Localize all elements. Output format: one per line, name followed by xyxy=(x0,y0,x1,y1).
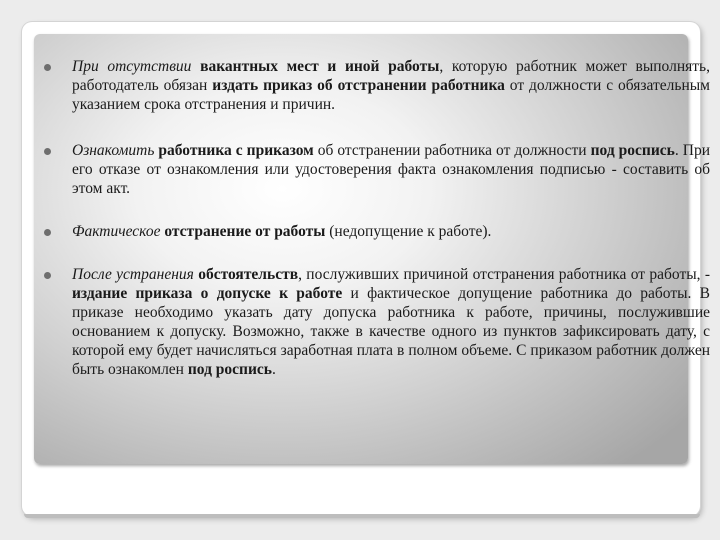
text-segment: отстранение от работы xyxy=(164,223,326,240)
text-segment: под роспись xyxy=(590,142,675,159)
text-segment: , послуживших причиной отстранения работника от работы, - xyxy=(298,266,711,283)
text-segment: и фактическое допущение работника до работы. В приказе необходимо указать дату допуска работника к работе, причины, послужившие основанием к допуску. Возможно, также в качестве одного из пунктов зафиксировать дату, с которой ему будет начисляться заработная плата в полном объеме. С приказом работник должен быть ознакомлен xyxy=(72,285,711,378)
text-segment: Ознакомить xyxy=(72,142,159,159)
slide-frame-edge xyxy=(24,514,700,518)
bullet-dot-icon xyxy=(44,272,51,279)
list-item-text xyxy=(72,57,710,114)
bullet-dot-icon xyxy=(44,64,51,71)
text-segment: вакантных мест и иной работы xyxy=(200,58,440,75)
list-item xyxy=(72,222,710,241)
text-segment: обстоятельств xyxy=(198,266,299,283)
list-item xyxy=(72,57,710,114)
bullet-dot-icon xyxy=(44,229,51,236)
text-segment: под роспись xyxy=(187,361,272,378)
text-segment: После устранения xyxy=(72,266,199,283)
text-segment: издание приказа о допуске к работе xyxy=(72,285,343,302)
text-segment: от должности с обязательным указанием срока отстранения и причин. xyxy=(72,77,710,113)
text-segment: работника с приказом xyxy=(158,142,314,159)
text-segment: . При его отказе от ознакомления или удостоверения факта ознакомления подписью - составить об этом акт. xyxy=(72,142,710,197)
bullet-list xyxy=(72,57,710,379)
text-segment: (недопущение к работе). xyxy=(325,223,492,240)
list-item xyxy=(72,141,710,198)
list-item-text xyxy=(72,265,710,379)
text-segment: При отсутствии xyxy=(72,58,201,75)
text-segment: Фактическое xyxy=(72,223,165,240)
text-segment: , которую работник может выполнять, работодатель обязан xyxy=(72,58,710,94)
list-item-text xyxy=(72,141,710,198)
text-segment: . xyxy=(272,361,276,378)
text-segment: издать приказ об отстранении работника xyxy=(212,77,505,94)
list-item-text xyxy=(72,222,710,241)
content-panel xyxy=(34,34,711,464)
text-segment: об отстранении работника от должности xyxy=(313,142,591,159)
bullet-dot-icon xyxy=(44,148,51,155)
list-item xyxy=(72,265,710,379)
